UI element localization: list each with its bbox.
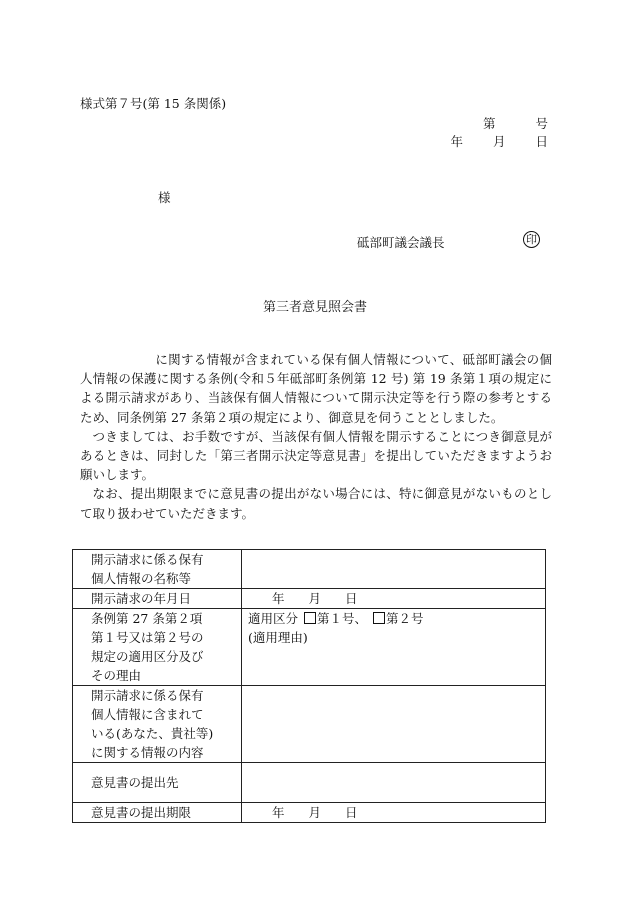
table-row bbox=[73, 686, 546, 763]
paragraph-2: つきましては、お手数ですが、当該保有個人情報を開示することにつき御意見があるときは、同封した「第三者開示決定等意見書」を提出していただきますようお願いします。 bbox=[80, 428, 552, 483]
seal-mark: 印 bbox=[523, 231, 540, 248]
reason-label: (適用理由) bbox=[248, 630, 308, 645]
addressee-honorific: 様 bbox=[158, 190, 171, 205]
table-label: 条例第 27 条第２項 第１号又は第２号の 規定の適用区分及び その理由 bbox=[73, 609, 242, 686]
document-date bbox=[450, 132, 548, 150]
table-row bbox=[73, 589, 546, 609]
document-number-suffix: 号 bbox=[535, 116, 548, 131]
document-number-prefix: 第 bbox=[482, 116, 496, 131]
request-date-value: 年 月 日 bbox=[242, 589, 546, 609]
table-label: 開示請求に係る保有 個人情報の名称等 bbox=[73, 550, 242, 589]
table-label: 開示請求の年月日 bbox=[73, 589, 242, 609]
table-row bbox=[73, 763, 546, 803]
table-label: 意見書の提出期限 bbox=[73, 803, 242, 823]
date-month: 月 bbox=[492, 134, 506, 149]
inquiry-table bbox=[72, 549, 546, 823]
document-title: 第三者意見照会書 bbox=[262, 300, 367, 315]
checkbox-option-1[interactable] bbox=[304, 612, 316, 624]
document-number bbox=[483, 114, 548, 132]
table-row bbox=[73, 803, 546, 823]
table-value bbox=[242, 609, 546, 686]
table-value bbox=[242, 686, 546, 763]
paragraph-3: なお、提出期限までに意見書の提出がない場合には、特に御意見がないものとして取り扱わせていただきます。 bbox=[80, 486, 552, 521]
date-year: 年 bbox=[450, 134, 463, 149]
table-row bbox=[73, 550, 546, 589]
option-1-label: 第１号、 bbox=[317, 611, 368, 626]
date-day: 日 bbox=[535, 134, 548, 149]
category-label: 適用区分 bbox=[248, 611, 299, 626]
option-2-label: 第２号 bbox=[386, 611, 424, 626]
table-row bbox=[73, 609, 546, 686]
table-label: 意見書の提出先 bbox=[73, 763, 242, 803]
table-value bbox=[242, 763, 546, 803]
table-value bbox=[242, 550, 546, 589]
body-text bbox=[80, 350, 552, 523]
deadline-date-value: 年 月 日 bbox=[242, 803, 546, 823]
checkbox-option-2[interactable] bbox=[373, 612, 385, 624]
table-label: 開示請求に係る保有 個人情報に含まれて いる(あなた、貴社等) に関する情報の内容 bbox=[73, 686, 242, 763]
sender-title: 砥部町議会議長 bbox=[357, 235, 445, 250]
paragraph-1: に関する情報が含まれている保有個人情報について、砥部町議会の個人情報の保護に関する条例(令和５年砥部町条例第 12 号) 第 19 条第１項の規定による開示請求があり、当該保有個人情報について開示決定等を行う際の参考とするため、同条例第 27 条第２項の規定により、御意見を伺うこととしました。 bbox=[80, 352, 552, 425]
form-number: 様式第７号(第 15 条関係) bbox=[80, 96, 227, 111]
